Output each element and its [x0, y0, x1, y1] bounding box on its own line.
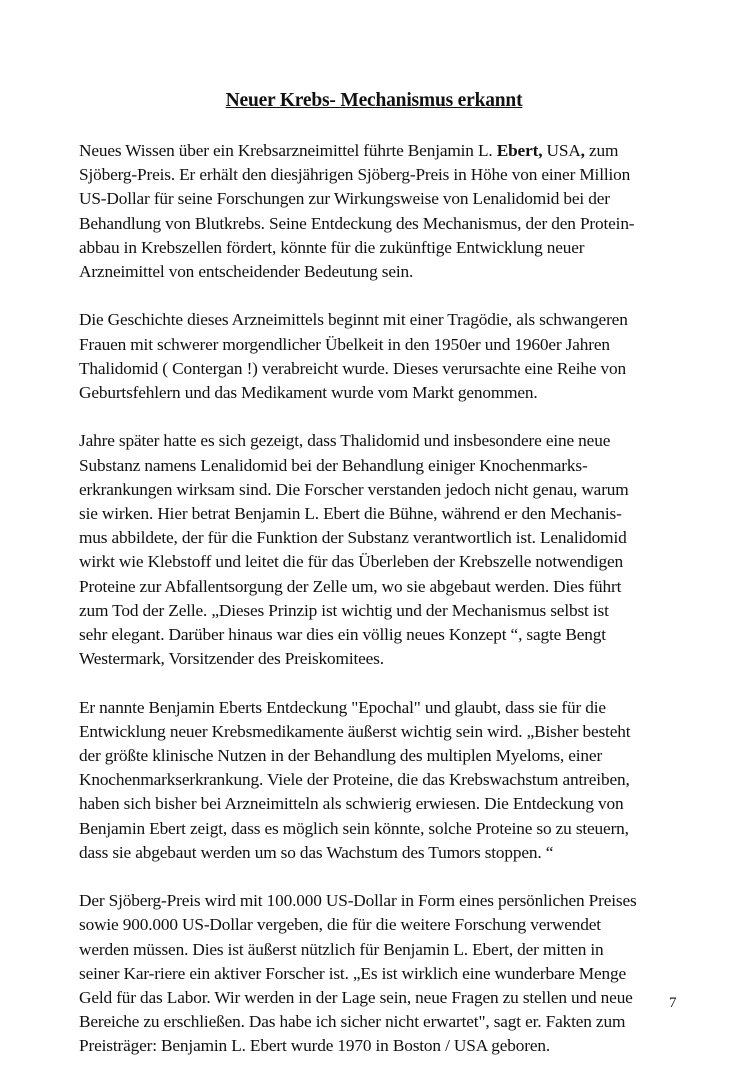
text-line: Geburtsfehlern und das Medikament wurde vom Markt genommen.: [79, 383, 538, 403]
text-line: Bereiche zu erschließen. Das habe ich sicher nicht erwartet", sagt er. Fakten zum: [79, 1012, 626, 1032]
text-line: Proteine zur Abfallentsorgung der Zelle um, wo sie abgebaut werden. Dies führt: [79, 576, 622, 596]
text-line: der größte klinische Nutzen in der Behandlung des multiplen Myeloms, einer: [79, 746, 603, 766]
text-line: dass sie abgebaut werden um so das Wachstum des Tumors stoppen. “: [79, 842, 554, 862]
text-line: Der Sjöberg-Preis wird mit 100.000 US-Dollar in Form eines persönlichen Preises: [79, 891, 637, 911]
text-line: US-Dollar für seine Forschungen zur Wirkungsweise von Lenalidomid bei der: [79, 189, 610, 209]
text-line: Behandlung von Blutkrebs. Seine Entdeckung des Mechanismus, der den Protein-: [79, 213, 635, 233]
text-line: Frauen mit schwerer morgendlicher Übelkeit in den 1950er und 1960er Jahren: [79, 334, 610, 354]
bold-name: Ebert,: [496, 141, 543, 160]
text-line: abbau in Krebszellen fördert, könnte für die zukünftige Entwicklung neuer: [79, 237, 585, 257]
text-line: Substanz namens Lenalidomid bei der Behandlung einiger Knochenmarks-: [79, 455, 588, 475]
article-body: [79, 139, 699, 1083]
text-line: haben sich bisher bei Arzneimitteln als schwierig erwiesen. Die Entdeckung von: [79, 794, 624, 814]
text-line: mus abbildete, der für die Funktion der Substanz verantwortlich ist. Lenalidomid: [79, 528, 627, 548]
text-run: USA: [542, 141, 581, 160]
text-line: zum Tod der Zelle. „Dieses Prinzip ist wichtig und der Mechanismus selbst ist: [79, 600, 609, 620]
text-line: Sjöberg-Preis. Er erhält den diesjährigen Sjöberg-Preis in Höhe von einer Million: [79, 165, 631, 185]
text-line: Preisträger: Benjamin L. Ebert wurde 1970 in Boston / USA geboren.: [79, 1036, 551, 1056]
text-line: erkrankungen wirksam sind. Die Forscher verstanden jedoch nicht genau, warum: [79, 479, 629, 499]
paragraph-intro: [79, 139, 699, 284]
text-line: seiner Kar-riere ein aktiver Forscher ist. „Es ist wirklich eine wunderbare Menge: [79, 963, 627, 983]
paragraph-prize: [79, 889, 699, 1058]
paragraph-mechanism: [79, 429, 699, 671]
text-line: sie wirken. Hier betrat Benjamin L. Ebert die Bühne, während er den Mechanis-: [79, 504, 622, 524]
text-line: Westermark, Vorsitzender des Preiskomitees.: [79, 649, 384, 669]
paragraph-history: [79, 308, 699, 405]
text-line: sehr elegant. Darüber hinaus war dies ein völlig neues Konzept “, sagte Bengt: [79, 625, 606, 645]
text-line: [79, 139, 699, 163]
article-title: Neuer Krebs- Mechanismus erkannt: [225, 90, 523, 111]
text-line: Geld für das Labor. Wir werden in der Lage sein, neue Fragen zu stellen und neue: [79, 988, 633, 1008]
page-number: 7: [669, 995, 677, 1011]
text-line: Knochenmarkserkrankung. Viele der Proteine, die das Krebswachstum antreiben,: [79, 770, 630, 790]
text-line: Benjamin Ebert zeigt, dass es möglich sein könnte, solche Proteine so zu steuern,: [79, 818, 629, 838]
text-line: Er nannte Benjamin Eberts Entdeckung "Epochal" und glaubt, dass sie für die: [79, 697, 606, 717]
text-line: Thalidomid ( Contergan !) verabreicht wurde. Dieses verursachte eine Reihe von: [79, 358, 627, 378]
text-run: zum: [584, 141, 619, 160]
text-line: Arzneimittel von entscheidender Bedeutung sein.: [79, 262, 414, 282]
text-line: Entwicklung neuer Krebsmedikamente äußerst wichtig sein wird. „Bisher besteht: [79, 721, 631, 741]
text-line: Jahre später hatte es sich gezeigt, dass Thalidomid und insbesondere eine neue: [79, 431, 611, 451]
text-line: sowie 900.000 US-Dollar vergeben, die für die weitere Forschung verwendet: [79, 915, 601, 935]
paragraph-epochal: [79, 696, 699, 865]
text-run: Neues Wissen über ein Krebsarzneimittel führte Benjamin L.: [79, 141, 497, 160]
text-line: Die Geschichte dieses Arzneimittels beginnt mit einer Tragödie, als schwangeren: [79, 310, 628, 330]
text-line: wirkt wie Klebstoff und leitet die für das Überleben der Krebszelle notwendigen: [79, 552, 624, 572]
text-line: werden müssen. Dies ist äußerst nützlich für Benjamin L. Ebert, der mitten in: [79, 939, 604, 959]
bold-comma: ,: [580, 141, 585, 160]
